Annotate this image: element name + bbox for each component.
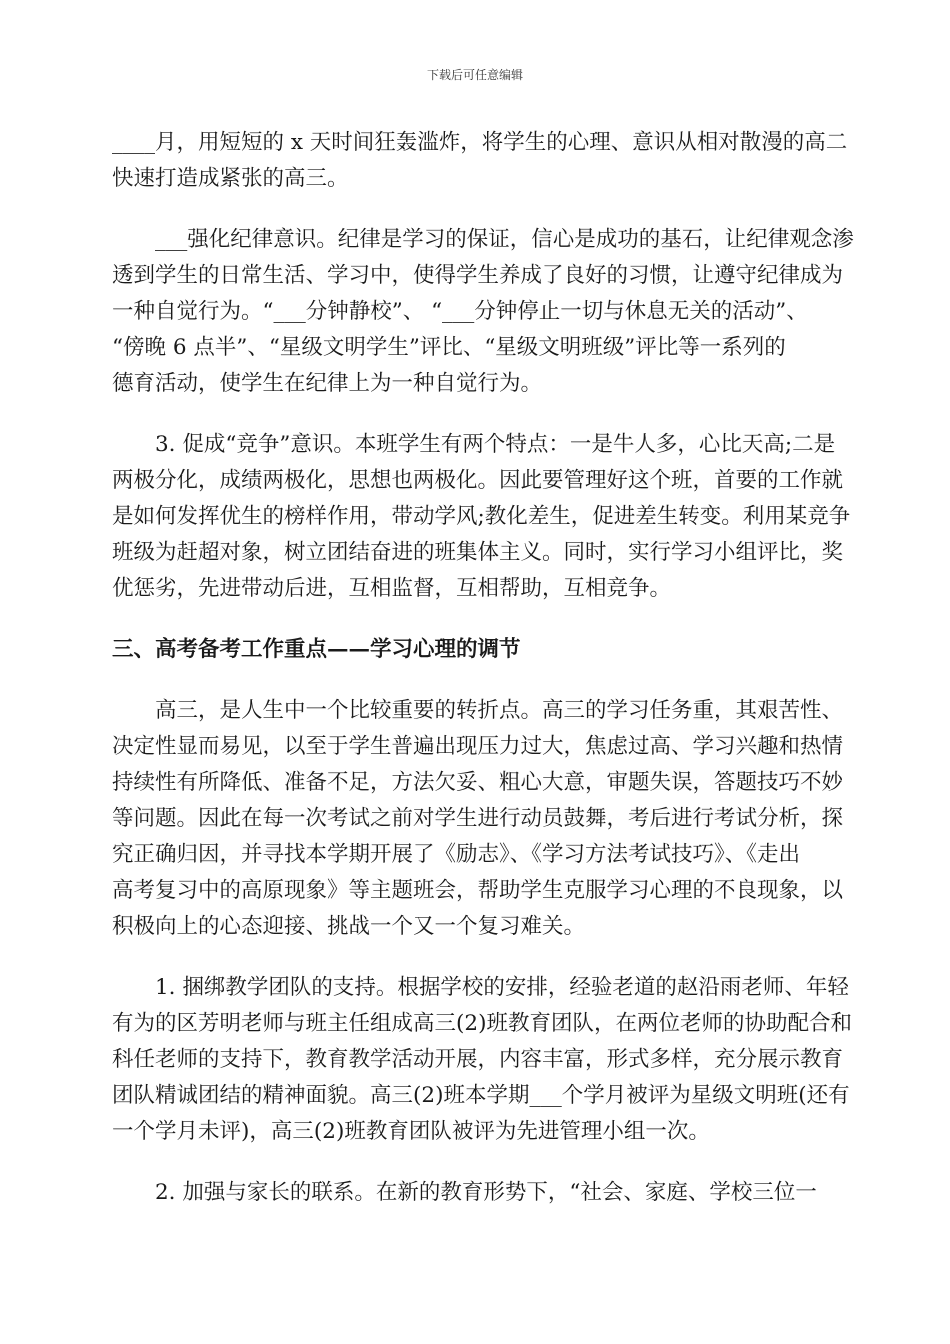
- text-line: 3. 促成“竞争”意识。本班学生有两个特点：一是牛人多，心比天高;二是: [112, 432, 836, 457]
- text-line: 两极分化，成绩两极化，思想也两极化。因此要管理好这个班，首要的工作就: [112, 468, 844, 493]
- text-line: 班级为赶超对象，树立团结奋进的班集体主义。同时，实行学习小组评比，奖: [112, 540, 844, 565]
- page-header: 下载后可任意编辑: [426, 68, 523, 82]
- text-line: 2. 加强与家长的联系。在新的教育形势下，“社会、家庭、学校三位一: [112, 1180, 817, 1205]
- section-heading: [112, 632, 848, 668]
- text-line: 等问题。因此在每一次考试之前对学生进行动员鼓舞，考后进行考试分析，探: [112, 806, 844, 831]
- paragraph-6: [112, 1175, 848, 1211]
- text-line: 1. 捆绑教学团队的支持。根据学校的安排，经验老道的赵沿雨老师、年轻: [112, 975, 849, 1000]
- text-line: ___强化纪律意识。纪律是学习的保证，信心是成功的基石，让纪律观念渗: [112, 227, 854, 252]
- paragraph-3: [112, 427, 851, 607]
- document-body: [112, 125, 854, 1236]
- text-line: 一种自觉行为。“___分钟静校”、 “___分钟停止一切与休息无关的活动”、: [112, 299, 808, 324]
- text-line: 持续性有所降低、准备不足，方法欠妥、粗心大意，审题失误，答题技巧不妙: [112, 770, 844, 795]
- text-line: 科任老师的支持下，教育教学活动开展，内容丰富，形式多样，充分展示教育: [112, 1047, 844, 1072]
- text-line: “傍晚 6 点半”、“星级文明学生”评比、“星级文明班级”评比等一系列的: [112, 335, 786, 360]
- text-line: ____月，用短短的 x 天时间狂轰滥炸，将学生的心理、意识从相对散漫的高二: [112, 130, 848, 155]
- text-line: 快速打造成紧张的高三。: [112, 166, 349, 191]
- heading-text: 三、高考备考工作重点——学习心理的调节: [112, 637, 521, 662]
- text-line: 决定性显而易见，以至于学生普遍出现压力过大，焦虑过高、学习兴趣和热情: [112, 734, 844, 759]
- text-line: 积极向上的心态迎接、挑战一个又一个复习难关。: [112, 914, 586, 939]
- text-line: 高三，是人生中一个比较重要的转折点。高三的学习任务重，其艰苦性、: [112, 698, 844, 723]
- text-line: 高考复习中的高原现象》等主题班会，帮助学生克服学习心理的不良现象，以: [112, 878, 844, 903]
- paragraph-1: [112, 125, 848, 197]
- text-line: 德育活动，使学生在纪律上为一种自觉行为。: [112, 371, 543, 396]
- paragraph-2: [112, 222, 854, 402]
- text-line: 一个学月未评)，高三(2)班教育团队被评为先进管理小组一次。: [112, 1119, 710, 1144]
- text-line: 团队精诚团结的精神面貌。高三(2)班本学期___个学月被评为星级文明班(还有: [112, 1083, 850, 1108]
- text-line: 有为的区芳明老师与班主任组成高三(2)班教育团队，在两位老师的协助配合和: [112, 1011, 852, 1036]
- text-line: 透到学生的日常生活、学习中，使得学生养成了良好的习惯，让遵守纪律成为: [112, 263, 844, 288]
- text-line: 优惩劣，先进带动后进，互相监督，互相帮助，互相竞争。: [112, 576, 672, 601]
- text-line: 是如何发挥优生的榜样作用，带动学风;教化差生，促进差生转变。利用某竞争: [112, 504, 851, 529]
- text-line: 究正确归因，并寻找本学期开展了《励志》、《学习方法考试技巧》、《走出: [112, 842, 801, 867]
- paragraph-4: [112, 693, 848, 945]
- paragraph-5: [112, 970, 852, 1150]
